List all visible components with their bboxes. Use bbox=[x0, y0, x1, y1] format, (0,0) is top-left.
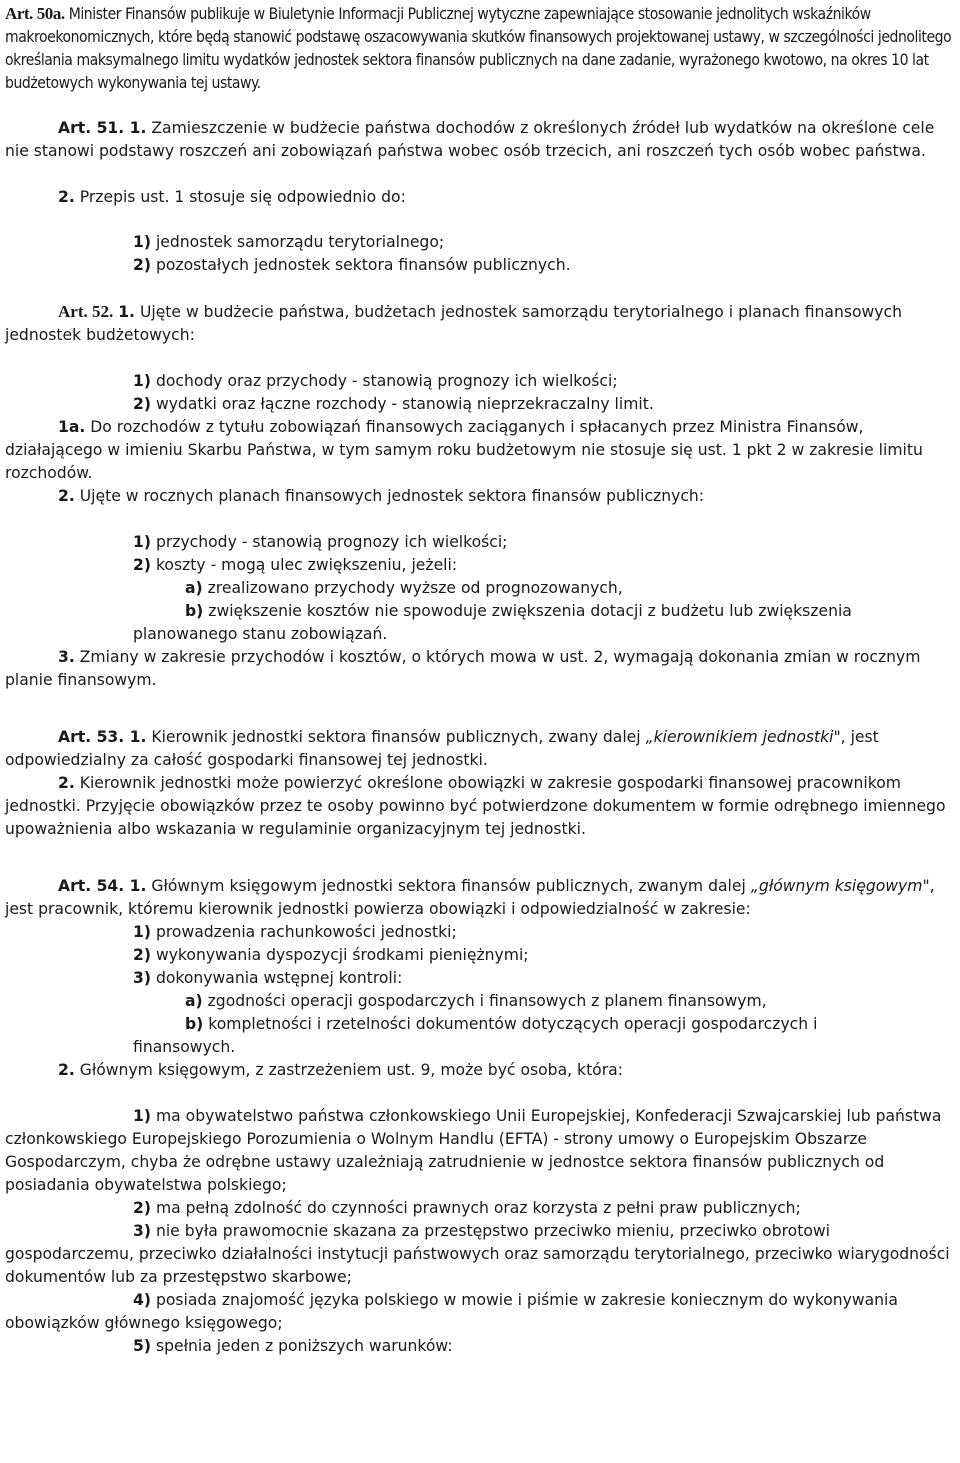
sub-list-item: a) zgodności operacji gospodarczych i finansowych z planem finansowym, bbox=[185, 992, 767, 1010]
sub-list-continuation: planowanego stanu zobowiązań. bbox=[133, 625, 388, 643]
art-54-label: Art. 54. 1. bbox=[58, 877, 147, 895]
list-item: 1) przychody - stanowią prognozy ich wielkości; bbox=[133, 533, 508, 551]
art-54-paragraph: Art. 54. 1. Głównym księgowym jednostki sektora finansów publicznych, zwanym dalej „głównym księgowym", jest pracownik, któremu kierownik jednostki powierza obowiązki i odpowiedzialność w zakresie: bbox=[5, 877, 935, 918]
art-51-paragraph bbox=[5, 117, 955, 163]
defined-term: „głównym księgowym" bbox=[750, 877, 930, 895]
list-item: 1) prowadzenia rachunkowości jednostki; bbox=[133, 923, 457, 941]
list-item: 2) wydatki oraz łączne rozchody - stanowią nieprzekraczalny limit. bbox=[133, 395, 654, 413]
sub-list-continuation: finansowych. bbox=[133, 1038, 236, 1056]
sub-list-item: b) zwiększenie kosztów nie spowoduje zwiększenia dotacji z budżetu lub zwiększenia bbox=[185, 602, 852, 620]
list-item: 3) dokonywania wstępnej kontroli: bbox=[133, 969, 403, 987]
art-52-p3: 3. Zmiany w zakresie przychodów i kosztów, o których mowa w ust. 2, wymagają dokonania zmian w rocznym planie finansowym. bbox=[5, 648, 921, 689]
art-50a-paragraph bbox=[5, 2, 955, 95]
art-52-p2: 2. Ujęte w rocznych planach finansowych jednostek sektora finansów publicznych: bbox=[58, 487, 705, 505]
sub-list-item: b) kompletności i rzetelności dokumentów dotyczących operacji gospodarczych i bbox=[185, 1015, 818, 1033]
art-51-p2: 2. Przepis ust. 1 stosuje się odpowiednio do: bbox=[58, 188, 406, 206]
list-item: 5) spełnia jeden z poniższych warunków: bbox=[133, 1337, 453, 1355]
list-item: 1) ma obywatelstwo państwa członkowskiego Unii Europejskiej, Konfederacji Szwajcarskiej lub państwa członkowskiego Europejskiego Porozumienia o Wolnym Handlu (EFTA) - strony umowy o Europejskim Obszarze Gospodarczym, chyba że odrębne ustawy uzależniają zatrudnienie w jednostce sektora finansów publicznych od posiadania obywatelstwa polskiego; bbox=[5, 1107, 942, 1194]
defined-term: „kierownikiem jednostki" bbox=[645, 728, 841, 746]
list-item: 2) ma pełną zdolność do czynności prawnych oraz korzysta z pełni praw publicznych; bbox=[133, 1199, 801, 1217]
art-52-label: Art. 52. bbox=[58, 302, 114, 321]
art-53-paragraph: Art. 53. 1. Kierownik jednostki sektora finansów publicznych, zwany dalej „kierownikiem jednostki", jest odpowiedzialny za całość gospodarki finansowej tej jednostki. bbox=[5, 728, 879, 769]
art-54-p2: 2. Głównym księgowym, z zastrzeżeniem ust. 9, może być osoba, która: bbox=[58, 1061, 623, 1079]
list-item: 1) jednostek samorządu terytorialnego; bbox=[133, 233, 445, 251]
list-item: 3) nie była prawomocnie skazana za przestępstwo przeciwko mieniu, przeciwko obrotowi gospodarczemu, przeciwko działalności instytucji państwowych oraz samorządu terytorialnego, przeciwko wiarygodności dokumentów lub za przestępstwo skarbowe; bbox=[5, 1222, 950, 1286]
list-item: 2) koszty - mogą ulec zwiększeniu, jeżeli: bbox=[133, 556, 458, 574]
list-item: 2) wykonywania dyspozycji środkami pieniężnymi; bbox=[133, 946, 529, 964]
sub-list-item: a) zrealizowano przychody wyższe od prognozowanych, bbox=[185, 579, 623, 597]
list-item: 2) pozostałych jednostek sektora finansów publicznych. bbox=[133, 256, 571, 274]
art-52-p1a: 1a. Do rozchodów z tytułu zobowiązań finansowych zaciąganych i spłacanych przez Ministra Finansów, działającego w imieniu Skarbu Państwa, w tym samym roku budżetowym nie stosuje się ust. 1 pkt 2 w zakresie limitu rozchodów. bbox=[5, 418, 923, 482]
art-53-p2: 2. Kierownik jednostki może powierzyć określone obowiązki w zakresie gospodarki finansowej pracownikom jednostki. Przyjęcie obowiązków przez te osoby powinno być potwierdzone dokumentem w formie odrębnego imiennego upoważnienia albo wskazania w regulaminie organizacyjnym tej jednostki. bbox=[5, 774, 946, 838]
art-51-label: Art. 51. 1. bbox=[58, 119, 147, 137]
document-page bbox=[5, 2, 955, 1358]
art-52-paragraph: Art. 52. 1. Ujęte w budżecie państwa, budżetach jednostek samorządu terytorialnego i planach finansowych jednostek budżetowych: bbox=[5, 302, 902, 344]
art-50a-label: Art. 50a. bbox=[5, 4, 65, 23]
art-51-text: Zamieszczenie w budżecie państwa dochodów z określonych źródeł lub wydatków na określone cele nie stanowi podstawy roszczeń ani zobowiązań państwa wobec osób trzecich, ani roszczeń tych osób wobec państwa. bbox=[5, 119, 935, 160]
art-50a-text: Minister Finansów publikuje w Biuletynie Informacji Publicznej wytyczne zapewniające stosowanie jednolitych wskaźników makroekonomicznych, które będą stanowić podstawę oszacowywania skutków finansowych projektowanej ustawy, w szczególności jednolitego określania maksymalnego limitu wydatków jednostek sektora finansów publicznych na dane zadanie, wyrażonego kwotowo, na okres 10 lat budżetowych wykonywania tej ustawy. bbox=[5, 5, 952, 92]
list-item: 1) dochody oraz przychody - stanowią prognozy ich wielkości; bbox=[133, 372, 618, 390]
list-item: 4) posiada znajomość języka polskiego w mowie i piśmie w zakresie koniecznym do wykonywania obowiązków głównego księgowego; bbox=[5, 1291, 898, 1332]
art-53-label: Art. 53. 1. bbox=[58, 728, 147, 746]
